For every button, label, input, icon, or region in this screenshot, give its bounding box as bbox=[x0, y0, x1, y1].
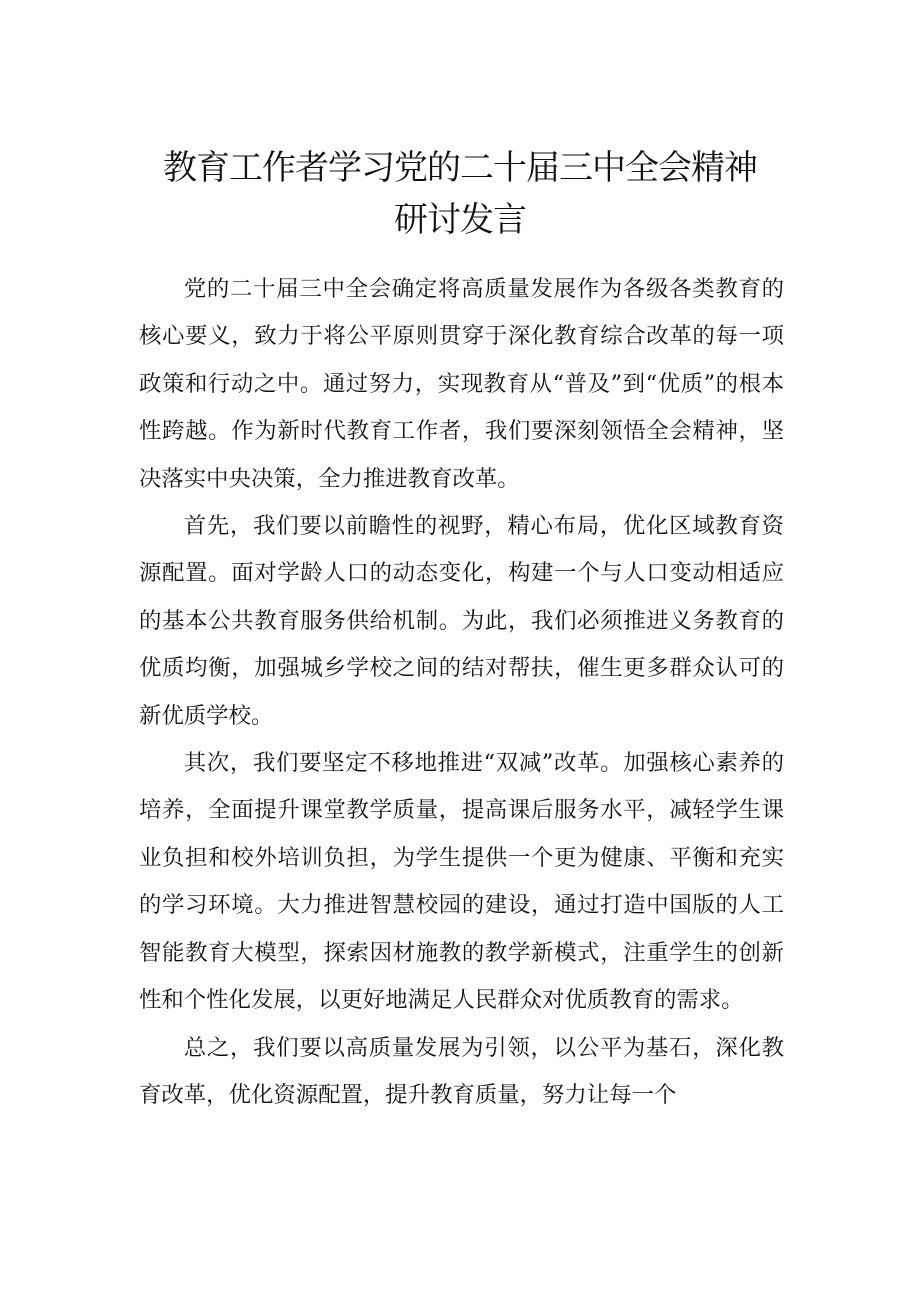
paragraph-2: 首先，我们要以前瞻性的视野，精心布局，优化区域教育资源配置。面对学龄人口的动态变化，构建一个与人口变动相适应的基本公共教育服务供给机制。为此，我们必须推进义务教育的优质均衡，加强城乡学校之间的结对帮扶，催生更多群众认可的新优质学校。 bbox=[139, 513, 784, 729]
document-title bbox=[0, 142, 920, 246]
paragraph-3: 其次，我们要坚定不移地推进“双减”改革。加强核心素养的培养，全面提升课堂教学质量，提高课后服务水平，减轻学生课业负担和校外培训负担，为学生提供一个更为健康、平衡和充实的学习环境。大力推进智慧校园的建设，通过打造中国版的人工智能教育大模型，探索因材施教的教学新模式，注重学生的创新性和个性化发展，以更好地满足人民群众对优质教育的需求。 bbox=[139, 750, 784, 1014]
document-body bbox=[139, 266, 784, 1119]
title-line-1: 教育工作者学习党的二十届三中全会精神 bbox=[163, 148, 757, 188]
paragraph-4: 总之，我们要以高质量发展为引领，以公平为基石，深化教育改革，优化资源配置，提升教育质量，努力让每一个 bbox=[139, 1034, 784, 1108]
title-line-2: 研讨发言 bbox=[394, 200, 526, 240]
paragraph-1: 党的二十届三中全会确定将高质量发展作为各级各类教育的核心要义，致力于将公平原则贯穿于深化教育综合改革的每一项政策和行动之中。通过努力，实现教育从“普及”到“优质”的根本性跨越。作为新时代教育工作者，我们要深刻领悟全会精神，坚决落实中央决策，全力推进教育改革。 bbox=[139, 276, 784, 492]
